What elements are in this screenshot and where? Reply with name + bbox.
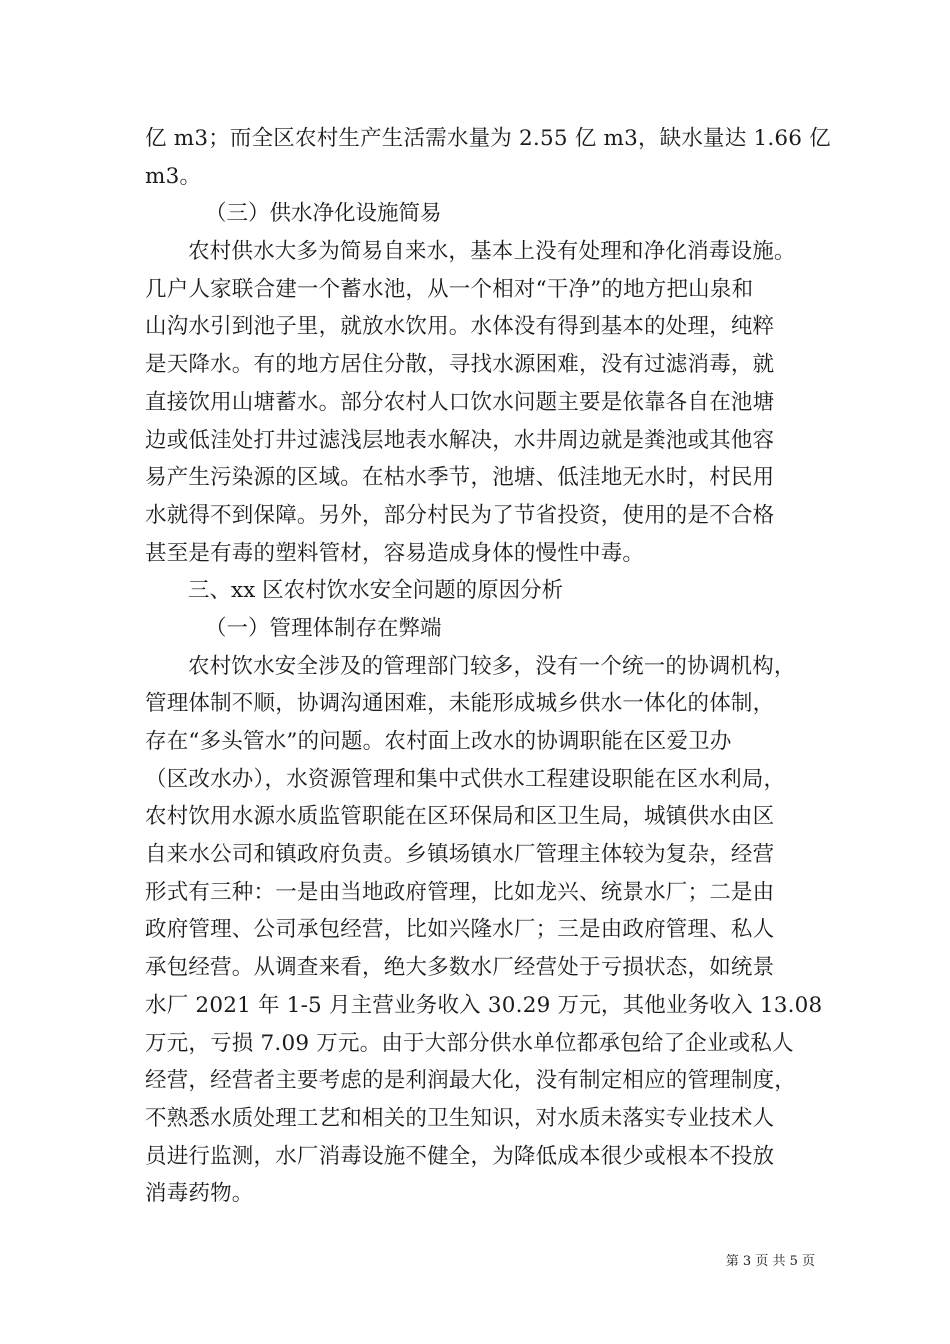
paragraph-line: 不熟悉水质处理工艺和相关的卫生知识，对水质未落实专业技术人 [145,1105,775,1131]
section-heading-3: （三）供水净化设施简易 [205,201,442,227]
paragraph-line: 亿 m3；而全区农村生产生活需水量为 2.55 亿 m3，缺水量达 1.66 亿 [145,126,831,151]
paragraph-line: 承包经营。从调查来看，绝大多数水厂经营处于亏损状态，如统景 [145,955,775,981]
paragraph-line: 水就得不到保障。另外，部分村民为了节省投资，使用的是不合格 [145,502,775,528]
document-body [145,120,831,1213]
paragraph-line: 易产生污染源的区域。在枯水季节，池塘、低洼地无水时，村民用 [145,465,775,491]
paragraph-line: 消毒药物。 [145,1181,254,1207]
paragraph-line: 自来水公司和镇政府负责。乡镇场镇水厂管理主体较为复杂，经营 [145,842,775,868]
page-number-footer: 第 3 页 共 5 页 [725,1254,815,1269]
sub-heading-1: （一）管理体制存在弊端 [205,615,442,641]
paragraph-line: 直接饮用山塘蓄水。部分农村人口饮水问题主要是依靠各自在池塘 [145,389,775,415]
paragraph-line: 万元，亏损 7.09 万元。由于大部分供水单位都承包给了企业或私人 [145,1030,794,1056]
paragraph-line: m3。 [145,163,202,189]
paragraph-line: 边或低洼处打井过滤浅层地表水解决，水井周边就是粪池或其他容 [145,427,775,453]
paragraph-line: 农村饮用水源水质监管职能在区环保局和区卫生局，城镇供水由区 [145,804,775,830]
paragraph-line: 经营，经营者主要考虑的是利润最大化，没有制定相应的管理制度， [145,1068,797,1094]
part-heading-3: 三、xx 区农村饮水安全问题的原因分析 [188,578,564,604]
paragraph-line: 形式有三种：一是由当地政府管理，比如龙兴、统景水厂；二是由 [145,879,775,905]
paragraph-line: 管理体制不顺，协调沟通困难，未能形成城乡供水一体化的体制， [145,691,775,717]
paragraph-line: 农村供水大多为简易自来水，基本上没有处理和净化消毒设施。 [188,239,796,265]
paragraph-line: 是天降水。有的地方居住分散，寻找水源困难，没有过滤消毒，就 [145,352,775,378]
paragraph-line: 山沟水引到池子里，就放水饮用。水体没有得到基本的处理，纯粹 [145,314,775,340]
paragraph-line: 员进行监测，水厂消毒设施不健全，为降低成本很少或根本不投放 [145,1143,775,1169]
paragraph-line: 水厂 2021 年 1-5 月主营业务收入 30.29 万元，其他业务收入 13.08 [145,992,823,1018]
paragraph-line: 存在“多头管水”的问题。农村面上改水的协调职能在区爱卫办 [145,729,732,754]
paragraph-line: 政府管理、公司承包经营，比如兴隆水厂；三是由政府管理、私人 [145,917,775,943]
paragraph-line: （区改水办），水资源管理和集中式供水工程建设职能在区水利局， [145,766,786,792]
paragraph-line: 甚至是有毒的塑料管材，容易造成身体的慢性中毒。 [145,540,645,566]
paragraph-line: 几户人家联合建一个蓄水池，从一个相对“干净”的地方把山泉和 [145,276,754,302]
paragraph-line: 农村饮水安全涉及的管理部门较多，没有一个统一的协调机构， [188,653,796,679]
